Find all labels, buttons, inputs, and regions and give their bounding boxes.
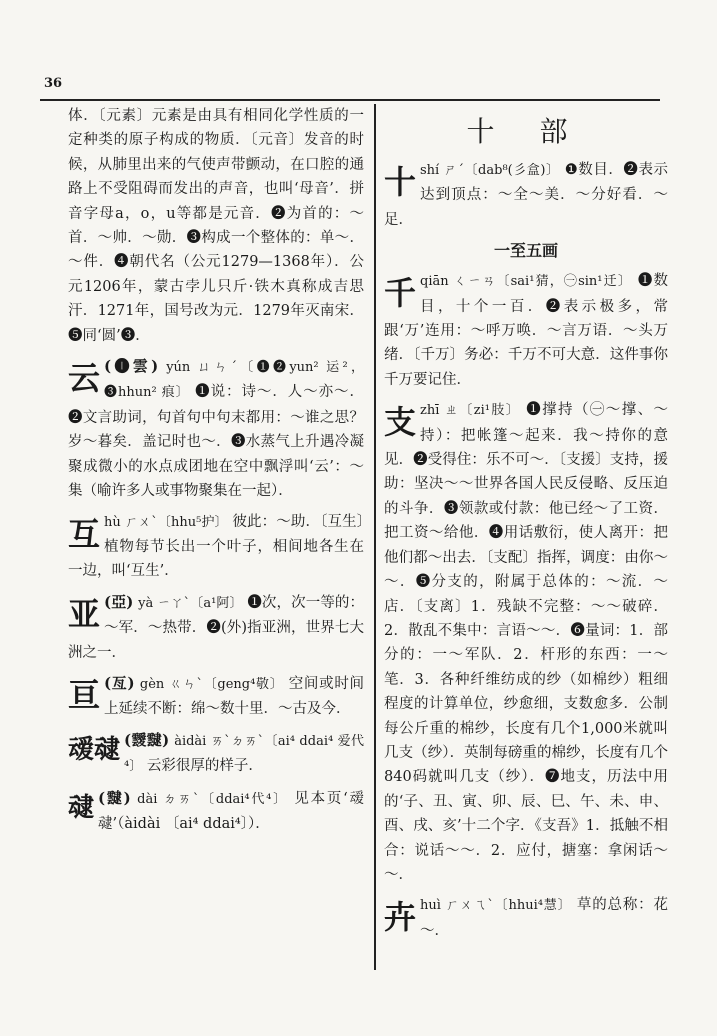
pronunciation: zhī ㄓ〔zi¹肢〕 xyxy=(420,403,521,419)
headword: 卉 xyxy=(384,898,417,937)
variant-form: (靆) xyxy=(98,788,131,807)
entry-text: ❶说：诗～．人～亦～．❷文言助词，句首句中句末都用：～谁之思？岁～暮矣．盖记时也～．❸水蒸气上升遇冷凝聚成微小的水点成团地在空中飘浮叫‘云’：～集（喻许多人或事物聚集在一起）． xyxy=(68,384,364,500)
entry-text: 彼此：～助．〔互生〕植物每节长出一个叶子，相间地各生在一边，叫‘互生’． xyxy=(68,513,364,580)
pronunciation: gèn ㄍㄣˋ〔geng⁴敬〕 xyxy=(139,676,284,692)
entry-aidai xyxy=(68,728,364,780)
variant-form: (❶雲) xyxy=(104,357,159,376)
entry-dai xyxy=(68,786,364,837)
headword: 支 xyxy=(384,403,417,442)
entry-zhi xyxy=(384,398,668,887)
entry-hui xyxy=(384,893,668,943)
entry-text: ❶数目．❷表示达到顶点：～全～美．～分好看．～足． xyxy=(384,162,668,228)
headword: 亚 xyxy=(68,594,101,633)
headword: 千 xyxy=(384,274,417,313)
variant-form: (亙) xyxy=(104,673,135,692)
right-column xyxy=(384,104,668,970)
entry-hu xyxy=(68,510,364,584)
entry-text: 云彩很厚的样子． xyxy=(146,758,263,775)
headword: 亘 xyxy=(68,675,101,714)
pronunciation: àidài ㄞˋㄉㄞˋ〔ai⁴ ddai⁴ 爱代⁴〕 xyxy=(124,733,364,775)
entry-shi xyxy=(384,158,668,232)
entry-yuan-continued xyxy=(68,104,364,348)
entry-text: ❶次，次一等的：～军．～热带．❷(外)指亚洲，世界七大洲之一． xyxy=(68,594,364,661)
entry-text: 空间或时间上延续不断：绵～数十里．～古及今． xyxy=(104,675,364,718)
entry-text: 草的总称：花～． xyxy=(420,897,668,939)
pronunciation: yún ㄩㄣˊ〔❶❷yun² 运²，❸hhun² 痕〕 xyxy=(104,360,364,401)
entry-text: ❶撑持（㊀～撑、～持）：把帐篷～起来．我～持你的意见．❷受得住：乐不可～．〔支援〕支持，援助：坚决～～世界各国人民反侵略、反压迫的斗争．❸领款或付款：他已经～了工资．把工资～给他．❹用话敷衍，使人离开：把他们都～出去．〔支配〕指挥，调度：由你～～．❺分支的，附属于总体的：～流．～店．〔支离〕1．残缺不完整：～～破碎．2．散乱不集中：言语～～．❻量词：1．部分的：一～军队．2．杆形的东西：一～笔．3．各种纤维纺成的纱（如棉纱）粗细程度的计算单位，纱愈细，支数愈多．公制每公斤重的棉纱，长度有几个1,000米就叫几支（纱）．英制每磅重的棉纱，长度有几个840码就叫几支（纱）．❼地支，历法中用的‘子、丑、寅、卯、辰、巳、午、未、申、酉、戌、亥’十二个字．《支吾》1．抵触不相合：说话～～．2．应付，搪塞：拿闲话～～． xyxy=(384,402,668,883)
pronunciation: yà ㄧㄚˋ〔a¹阿〕 xyxy=(138,595,243,611)
entry-yun xyxy=(68,354,364,503)
pronunciation: shí ㄕˊ〔dab⁸(彡盒)〕 xyxy=(420,163,560,178)
variant-form: (靉靆) xyxy=(124,730,170,749)
entry-gen xyxy=(68,671,364,722)
entry-text: ❶数目，十个一百．❷表示极多，常跟‘万’连用：～呼万唤．～言万语．～头万绪．〔千万〕务必：千万不可大意．这件事你千万要记住． xyxy=(384,273,668,388)
pronunciation: dài ㄉㄞˋ〔ddai⁴代⁴〕 xyxy=(137,791,288,807)
column-divider xyxy=(374,104,376,970)
left-column xyxy=(68,104,364,970)
headword: 互 xyxy=(68,514,101,553)
entry-text: 体．〔元素〕元素是由具有相同化学性质的一定种类的原子构成的物质．〔元音〕发音的时候，从肺里出来的气使声带颤动，在口腔的通路上不受阻碍而发出的声音，也叫‘母音’．拼音字母a，o，u等都是元音．❷为首的：～首．～帅．～勋．❸构成一个整体的：单～．～件．❹朝代名（公元1279—1368年）．公元1206年，蒙古孛儿只斤·铁木真称成吉思汗．1271年，国号改为元．1279年灭南宋．❺同‘圆’❸． xyxy=(68,108,364,344)
pronunciation: qiān ㄑㄧㄢ〔sai¹猜，㊀sin¹迁〕 xyxy=(420,274,633,290)
variant-form: (亞) xyxy=(104,592,134,611)
section-title: 十 部 xyxy=(466,115,586,148)
entry-ya xyxy=(68,590,364,665)
entry-qian xyxy=(384,269,668,392)
page-number: 36 xyxy=(44,76,63,91)
headword: 十 xyxy=(384,163,417,201)
pronunciation: huì ㄏㄨㄟˋ〔hhui⁴慧〕 xyxy=(420,898,572,914)
headword: 云 xyxy=(68,359,101,398)
header-rule xyxy=(40,99,660,101)
headword: 叇 xyxy=(68,792,95,823)
stroke-subsection-title: 一至五画 xyxy=(493,241,558,261)
entry-text: 见本页‘叆叇’（àidài 〔ai⁴ ddai⁴〕）． xyxy=(98,790,364,832)
headword: 叆叇 xyxy=(68,734,121,765)
pronunciation: hù ㄏㄨˋ〔hhu⁵护〕 xyxy=(104,514,228,530)
